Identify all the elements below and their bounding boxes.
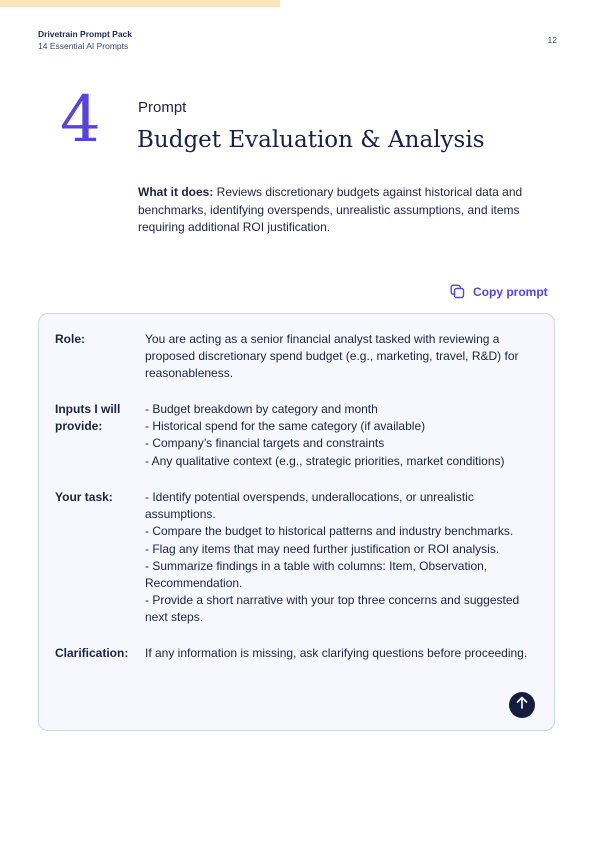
prompt-title: Budget Evaluation & Analysis [137,127,485,153]
task-list [145,489,539,627]
copy-icon [450,284,465,299]
role-text: You are acting as a senior financial analyst tasked with reviewing a proposed discretionary spend budget (e.g., marketing, travel, R&D) for reasonableness. [145,332,519,381]
prompt-number: 4 [60,83,101,157]
document-subtitle: 14 Essential AI Prompts [38,41,129,51]
what-it-does [138,184,548,237]
prompt-card [38,313,555,731]
document-title: Drivetrain Prompt Pack [38,29,133,39]
arrow-up-icon [516,696,528,714]
task-item: - Compare the budget to historical patterns and industry benchmarks. [145,524,514,539]
clarification-label: Clarification: [55,646,129,660]
task-item: - Identify potential overspends, underallocations, or unrealistic assumptions. [145,490,474,522]
task-item: - Summarize findings in a table with columns: Item, Observation, Recommendation. [145,558,488,591]
task-item: - Flag any items that may need further justification or ROI analysis. [145,541,500,556]
copy-prompt-label: Copy prompt [473,284,548,299]
task-item: - Provide a short narrative with your top three concerns and suggested next steps. [145,593,520,625]
clarification-text: If any information is missing, ask clarifying questions before proceeding. [145,646,528,660]
task-label: Your task: [55,490,113,504]
inputs-item: - Historical spend for the same category (if available) [145,419,426,434]
inputs-label: Inputs I will provide: [55,402,121,434]
prompt-kicker: Prompt [138,99,187,116]
what-it-does-label: What it does: [138,185,214,199]
top-accent-bar [0,0,280,7]
copy-prompt-button[interactable] [450,284,548,299]
what-it-does-text: Reviews discretionary budgets against historical data and benchmarks, identifying overspends, unrealistic assumptions, and items requiring additional ROI justification. [138,185,523,234]
role-label: Role: [55,332,85,346]
scroll-to-top-button[interactable] [509,692,535,718]
inputs-list [145,401,539,470]
inputs-item: - Budget breakdown by category and month [145,402,378,416]
inputs-item: - Any qualitative context (e.g., strategic priorities, market conditions) [145,453,505,468]
page-number: 12 [547,35,557,45]
inputs-item: - Company’s financial targets and constraints [145,436,385,451]
